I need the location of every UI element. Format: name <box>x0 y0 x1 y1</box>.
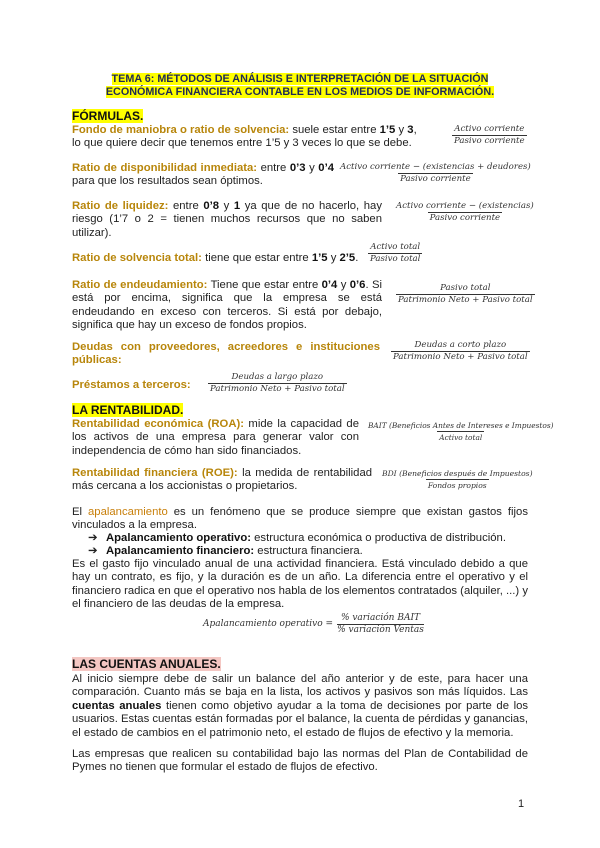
endeudamiento-formula: Pasivo total Patrimonio Neto + Pasivo total <box>398 283 533 305</box>
roa-text: Rentabilidad económica (ROA): mide la capacidad de los activos de una empresa para generar valor con independencia de cómo han sido financiados. <box>72 418 359 457</box>
roa-formula: BAIT (Beneficios Antes de Intereses e Impuestos) Activo total <box>368 421 554 442</box>
title-line-2: ECONÓMICA FINANCIERA CONTABLE EN LOS MEDIOS DE INFORMACIÓN. <box>105 86 495 98</box>
apalancamiento-operativo-item: ➔ Apalancamiento operativo: estructura económica o productiva de distribución. <box>88 532 506 544</box>
arrow-right-icon: ➔ <box>88 545 98 558</box>
solvencia-total-text: Ratio de solvencia total: tiene que estar entre 1’5 y 2’5. <box>72 252 359 264</box>
arrow-right-icon: ➔ <box>88 532 98 544</box>
page-title <box>100 73 500 99</box>
apalancamiento-paragraph: Es el gasto fijo vinculado anual de una actividad financiera. Está vinculado debido a que hay un contrato, es fijo, y la duración es de un año. La diferencia entre el operativo y el financiero radica en que el operativo nos habla de los elementos contratados (alquiler, ...) y el financiero de las deudas de la empresa. <box>72 558 528 611</box>
roe-text: Rentabilidad financiera (ROE): la medida de rentabilidad más cercana a los accionistas o propietarios. <box>72 467 373 493</box>
solvencia-total-formula: Activo total Pasivo total <box>370 242 421 264</box>
liquidez-formula: Activo corriente − (existencias) Pasivo corriente <box>396 201 534 223</box>
cuentas-paragraph-1: Al inicio siempre debe de salir un balance del año anterior y de este, para hacer una comparación. Cuanto más se baja en la lista, los activos y pasivos son más líquidos. Las cuentas anuales tienen como objetivo ayudar a la toma de decisiones por parte de los usuarios. Estas cuentas están formadas por el balance, la cuenta de pérdidas y ganancias, el estado de cambios en el patrimonio neto, el estado de flujos de efectivo y la memoria. <box>72 673 529 739</box>
fondo-maniobra-formula: Activo corriente Pasivo corriente <box>454 124 525 146</box>
rentabilidad-heading: LA RENTABILIDAD. <box>72 403 184 417</box>
disponibilidad-text: Ratio de disponibilidad inmediata: entre 0’3 y 0’4 para que los resultados sean óptimos. <box>72 162 334 188</box>
liquidez-text: Ratio de liquidez: entre 0’8 y 1 ya que de no hacerlo, hay riesgo (1’7 o 2 = tienen muchos recursos que no saben utilizar). <box>72 200 382 239</box>
endeudamiento-text: Ratio de endeudamiento: Tiene que estar entre 0’4 y 0’6. Si está por encima, significa que la empresa se está endeudando en exceso con terceros. Si está por debajo, significa que hay un exceso de fondos propios. <box>72 279 382 332</box>
formulas-heading: FÓRMULAS. <box>72 109 144 123</box>
fondo-maniobra-text: Fondo de maniobra o ratio de solvencia: suele estar entre 1’5 y 3, lo que quiere decir que tenemos entre 1’5 y 3 veces lo que se debe. <box>72 124 417 150</box>
apalancamiento-formula: Apalancamiento operativo = $\frac{\text{\% variación BAIT}}{\text{\% variación Ventas}}$ <box>203 613 424 635</box>
prestamos-terceros-label: Préstamos a terceros: <box>72 379 191 391</box>
apalancamiento-list <box>72 532 528 559</box>
cuentas-paragraph-2: Las empresas que realicen su contabilidad bajo las normas del Plan de Contabilidad de Pymes no tienen que formular el estado de flujos de efectivo. <box>72 748 528 774</box>
cuentas-heading: LAS CUENTAS ANUALES. <box>72 657 221 671</box>
title-line-1: TEMA 6: MÉTODOS DE ANÁLISIS E INTERPRETACIÓN DE LA SITUACIÓN <box>111 73 489 85</box>
roe-formula: BDI (Beneficios después de Impuestos) Fondos propios <box>382 469 533 490</box>
apalancamiento-financiero-item: ➔ Apalancamiento financiero: estructura financiera. <box>88 545 363 558</box>
disponibilidad-formula: Activo corriente − (existencias + deudores) Pasivo corriente <box>340 162 531 184</box>
deudas-proveedores-formula: Deudas a corto plazo Patrimonio Neto + Pasivo total <box>393 340 528 362</box>
deudas-proveedores-label: Deudas con proveedores, acreedores e instituciones públicas: <box>72 341 380 367</box>
page-number: 1 <box>518 798 525 810</box>
prestamos-terceros-formula: Deudas a largo plazo Patrimonio Neto + Pasivo total <box>210 372 345 394</box>
apalancamiento-intro: El apalancamiento es un fenómeno que se produce siempre que existan gastos fijos vinculados a la empresa. <box>72 506 528 532</box>
